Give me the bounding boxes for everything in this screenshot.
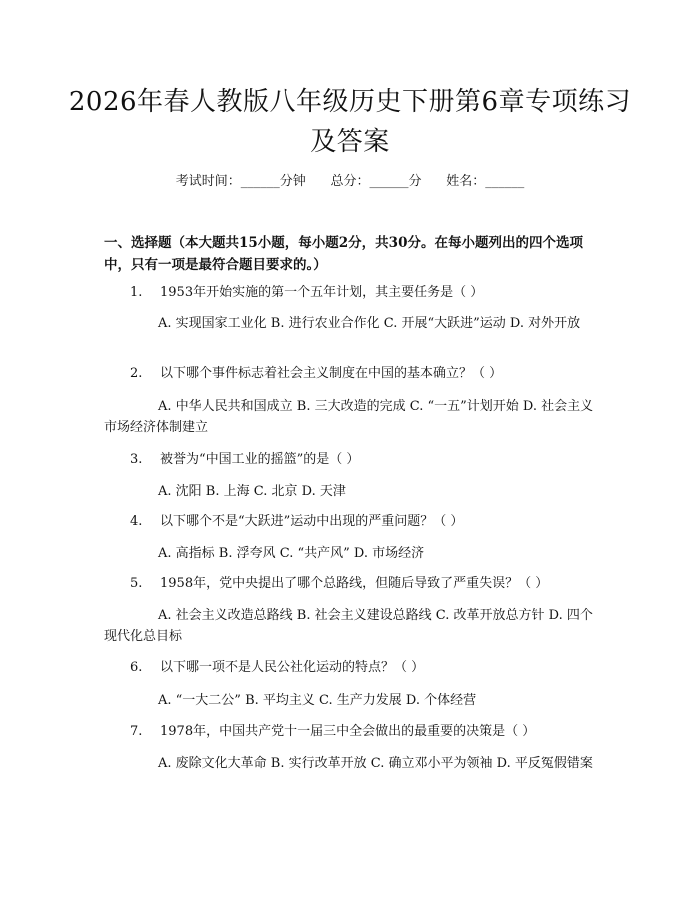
- document-title: 2026年春人教版八年级历史下册第6章专项练习及答案: [68, 87, 632, 157]
- question-number: 7.: [130, 724, 143, 739]
- question-number: 1.: [130, 285, 143, 300]
- question-stem: 1958年，党中央提出了哪个总路线，但随后导致了严重失误？（ ）: [160, 576, 549, 591]
- question-stem: 以下哪个事件标志着社会主义制度在中国的基本确立？（ ）: [160, 366, 503, 381]
- question-number: 6.: [130, 660, 143, 675]
- question-5-options: A. 社会主义改造总路线 B. 社会主义建设总路线 C. 改革开放总方针 D. 四个现代化总目标: [104, 608, 593, 644]
- question-6-options: A. “一大二公” B. 平均主义 C. 生产力发展 D. 个体经营: [158, 693, 477, 708]
- question-3-options: A. 沈阳 B. 上海 C. 北京 D. 天津: [158, 484, 346, 499]
- question-number: 3.: [130, 452, 143, 467]
- question-stem: 以下哪个不是“大跃进”运动中出现的严重问题？（ ）: [160, 514, 464, 529]
- question-1-options: A. 实现国家工业化 B. 进行农业合作化 C. 开展“大跃进”运动 D. 对外开放: [158, 316, 581, 331]
- question-number: 2.: [130, 366, 143, 381]
- question-stem: 1978年，中国共产党十一届三中全会做出的最重要的决策是（ ）: [160, 724, 536, 739]
- question-number: 4.: [130, 514, 143, 529]
- question-stem: 被誉为“中国工业的摇篮”的是（ ）: [160, 452, 360, 467]
- question-2-options: A. 中华人民共和国成立 B. 三大改造的完成 C. “一五”计划开始 D. 社会主义市场经济体制建立: [104, 399, 594, 435]
- question-stem: 以下哪一项不是人民公社化运动的特点？（ ）: [160, 660, 425, 675]
- question-4-options: A. 高指标 B. 浮夸风 C. “共产风” D. 市场经济: [158, 546, 425, 561]
- question-7-options: A. 废除文化大革命 B. 实行改革开放 C. 确立邓小平为领袖 D. 平反冤假错案: [158, 756, 593, 771]
- section-heading: 一、选择题（本大题共15小题，每小题2分，共30分。在每小题列出的四个选项中，只有一项是最符合题目要求的。）: [104, 235, 583, 273]
- question-stem: 1953年开始实施的第一个五年计划，其主要任务是（ ）: [160, 285, 484, 300]
- question-number: 5.: [130, 576, 143, 591]
- exam-info-line: 考试时间：______分钟 总分：______分 姓名：______: [175, 174, 525, 189]
